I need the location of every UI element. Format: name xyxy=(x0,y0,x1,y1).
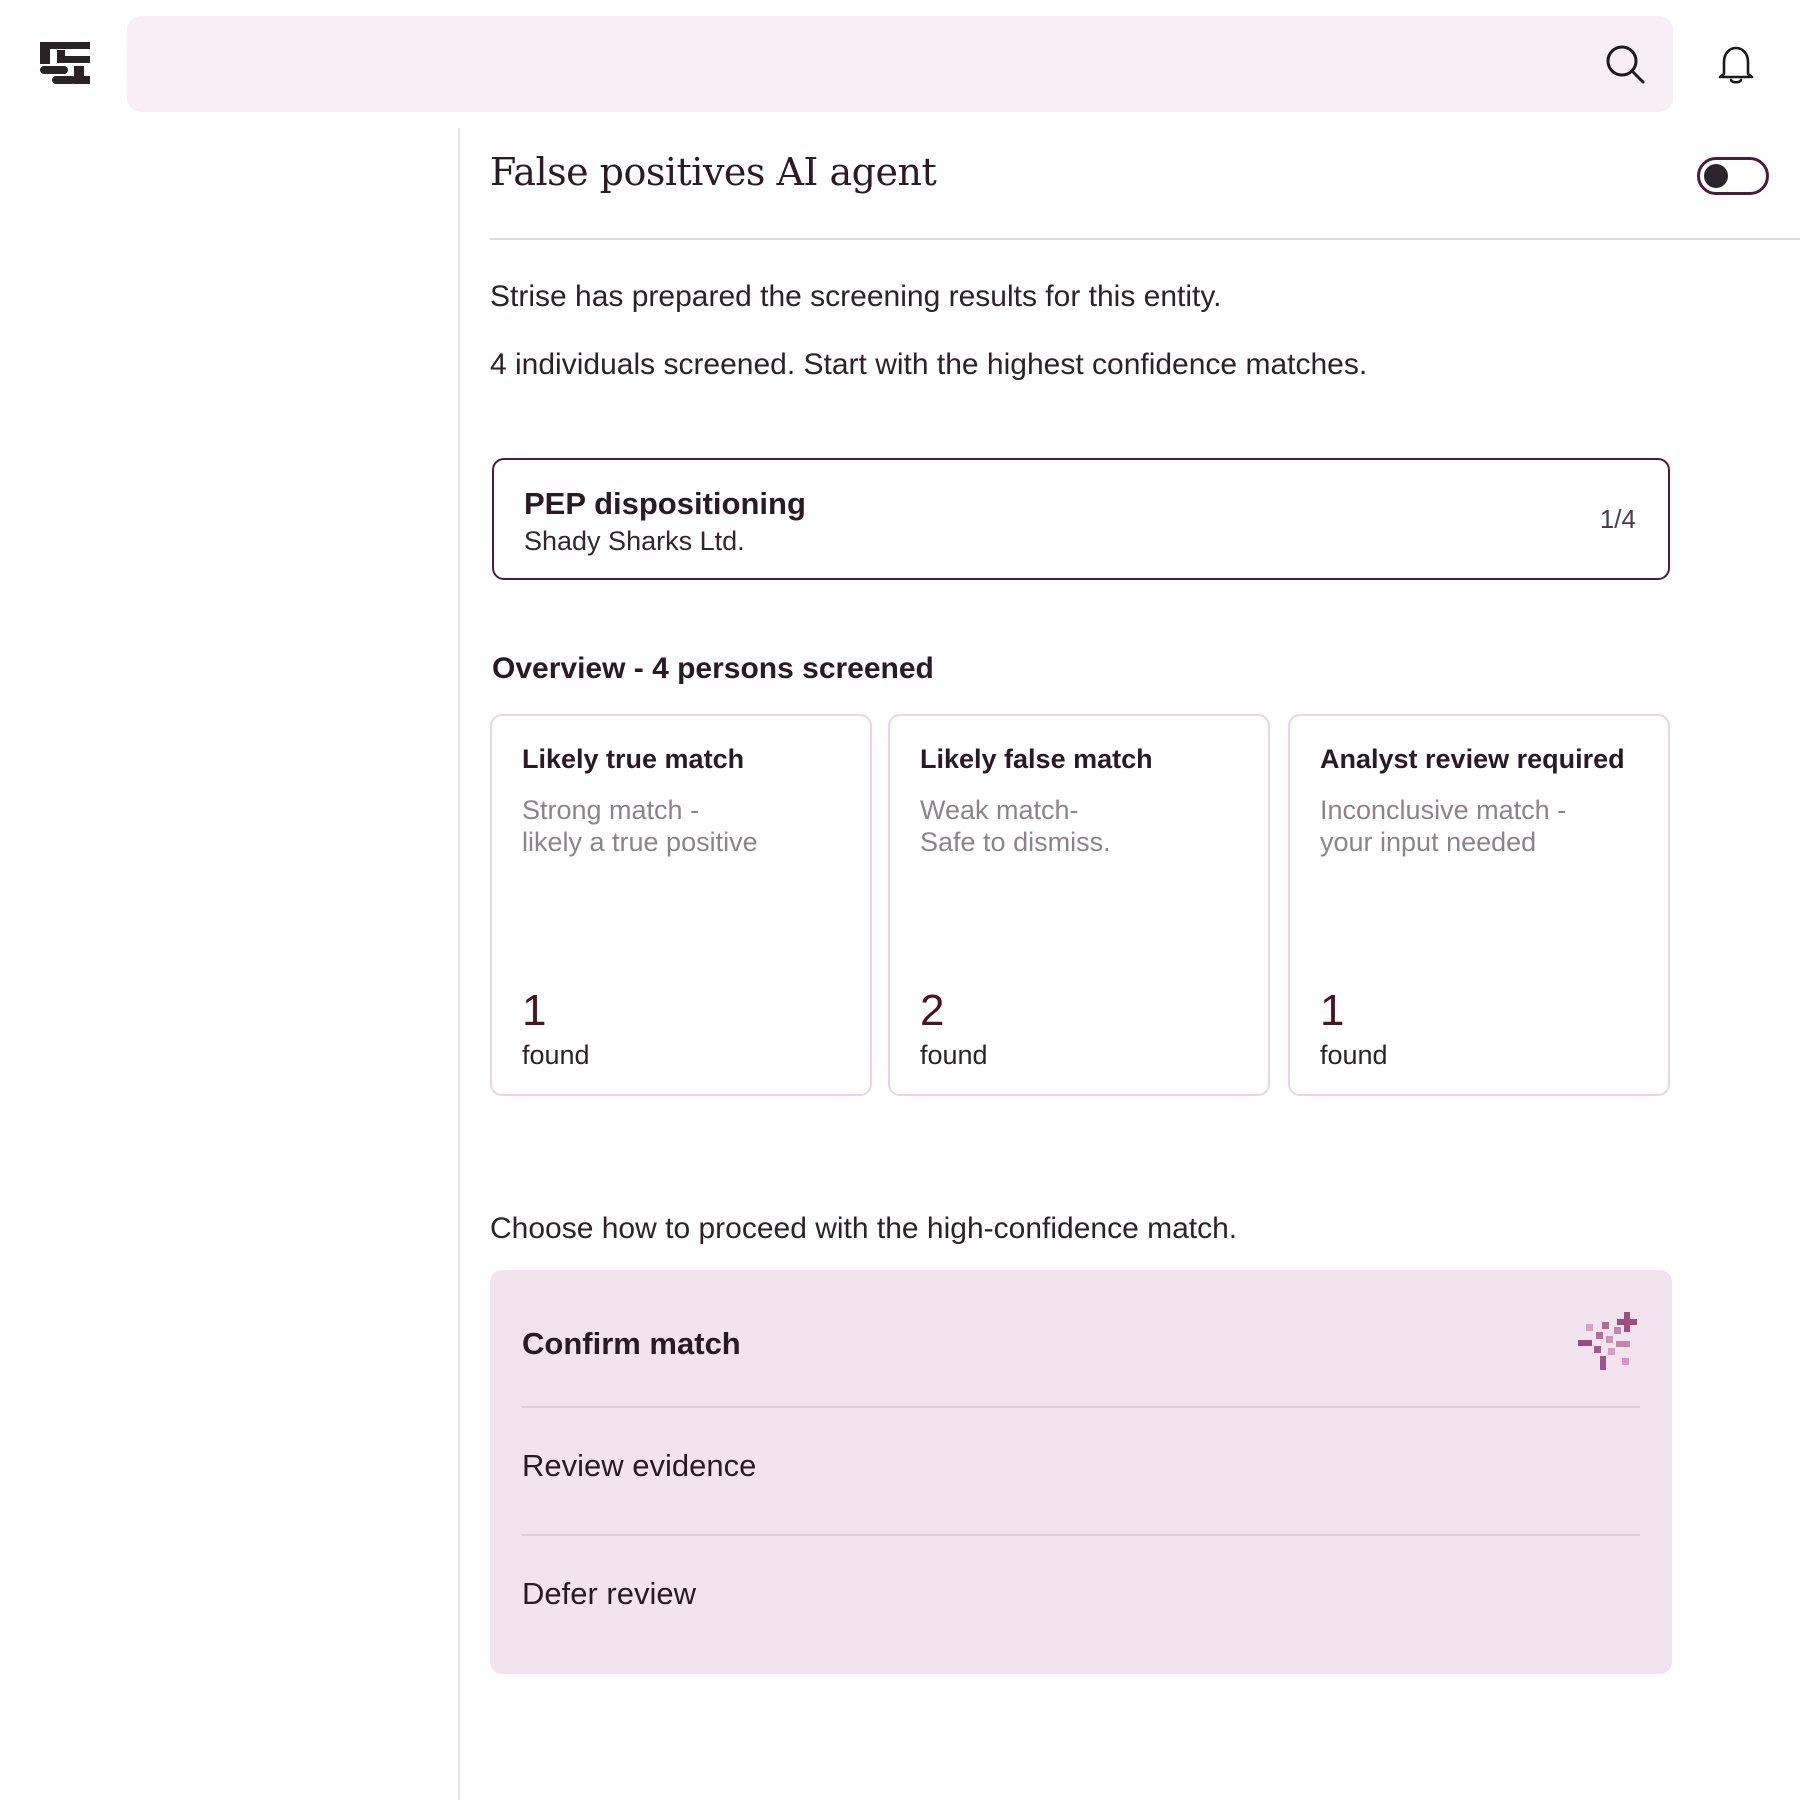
likely-true-match-card[interactable] xyxy=(490,714,872,1096)
toggle-knob xyxy=(1704,164,1728,188)
card-title: Likely true match xyxy=(522,744,745,774)
card-count-unit: found xyxy=(920,1040,988,1070)
task-title: PEP dispositioning xyxy=(524,486,806,521)
option-label: Defer review xyxy=(522,1576,696,1611)
card-description-line-2: likely a true positive xyxy=(522,827,758,857)
top-bar xyxy=(127,16,1673,112)
card-description-line-1: Inconclusive match - xyxy=(1320,795,1567,825)
likely-false-match-card[interactable] xyxy=(888,714,1270,1096)
card-description xyxy=(522,794,842,858)
agent-title: False positives AI agent xyxy=(490,150,937,194)
card-description xyxy=(1320,794,1640,858)
confirm-match-option[interactable] xyxy=(522,1270,1640,1398)
card-description-line-2: Safe to dismiss. xyxy=(920,827,1111,857)
title-divider xyxy=(490,238,1800,240)
option-label: Confirm match xyxy=(522,1326,741,1361)
card-count-unit: found xyxy=(1320,1040,1388,1070)
card-count: 1 xyxy=(522,986,547,1035)
review-evidence-option[interactable] xyxy=(522,1400,1640,1528)
intro-line-2: 4 individuals screened. Start with the highest confidence matches. xyxy=(490,348,1368,381)
panel-divider xyxy=(458,128,460,1800)
search-icon[interactable] xyxy=(1603,42,1647,86)
pep-dispositioning-card[interactable] xyxy=(492,458,1670,580)
proceed-prompt: Choose how to proceed with the high-confidence match. xyxy=(490,1212,1238,1245)
card-description-line-2: your input needed xyxy=(1320,827,1537,857)
ai-sparkle-icon xyxy=(1576,1310,1640,1374)
overview-heading: Overview - 4 persons screened xyxy=(492,652,934,685)
card-count: 1 xyxy=(1320,986,1345,1035)
defer-review-option[interactable] xyxy=(522,1528,1640,1656)
option-label: Review evidence xyxy=(522,1448,757,1483)
card-count-unit: found xyxy=(522,1040,590,1070)
card-description xyxy=(920,794,1240,858)
proceed-options xyxy=(490,1270,1672,1674)
agent-toggle[interactable] xyxy=(1697,157,1769,195)
card-title: Analyst review required xyxy=(1320,744,1625,774)
analyst-review-required-card[interactable] xyxy=(1288,714,1670,1096)
task-counter: 1/4 xyxy=(1599,504,1636,534)
card-description-line-1: Strong match - xyxy=(522,795,700,825)
bell-icon[interactable] xyxy=(1714,42,1758,86)
card-count: 2 xyxy=(920,986,945,1035)
card-description-line-1: Weak match- xyxy=(920,795,1079,825)
card-title: Likely false match xyxy=(920,744,1153,774)
intro-line-1: Strise has prepared the screening results for this entity. xyxy=(490,280,1222,313)
strise-logo-icon[interactable] xyxy=(40,42,90,84)
task-entity: Shady Sharks Ltd. xyxy=(524,526,745,556)
